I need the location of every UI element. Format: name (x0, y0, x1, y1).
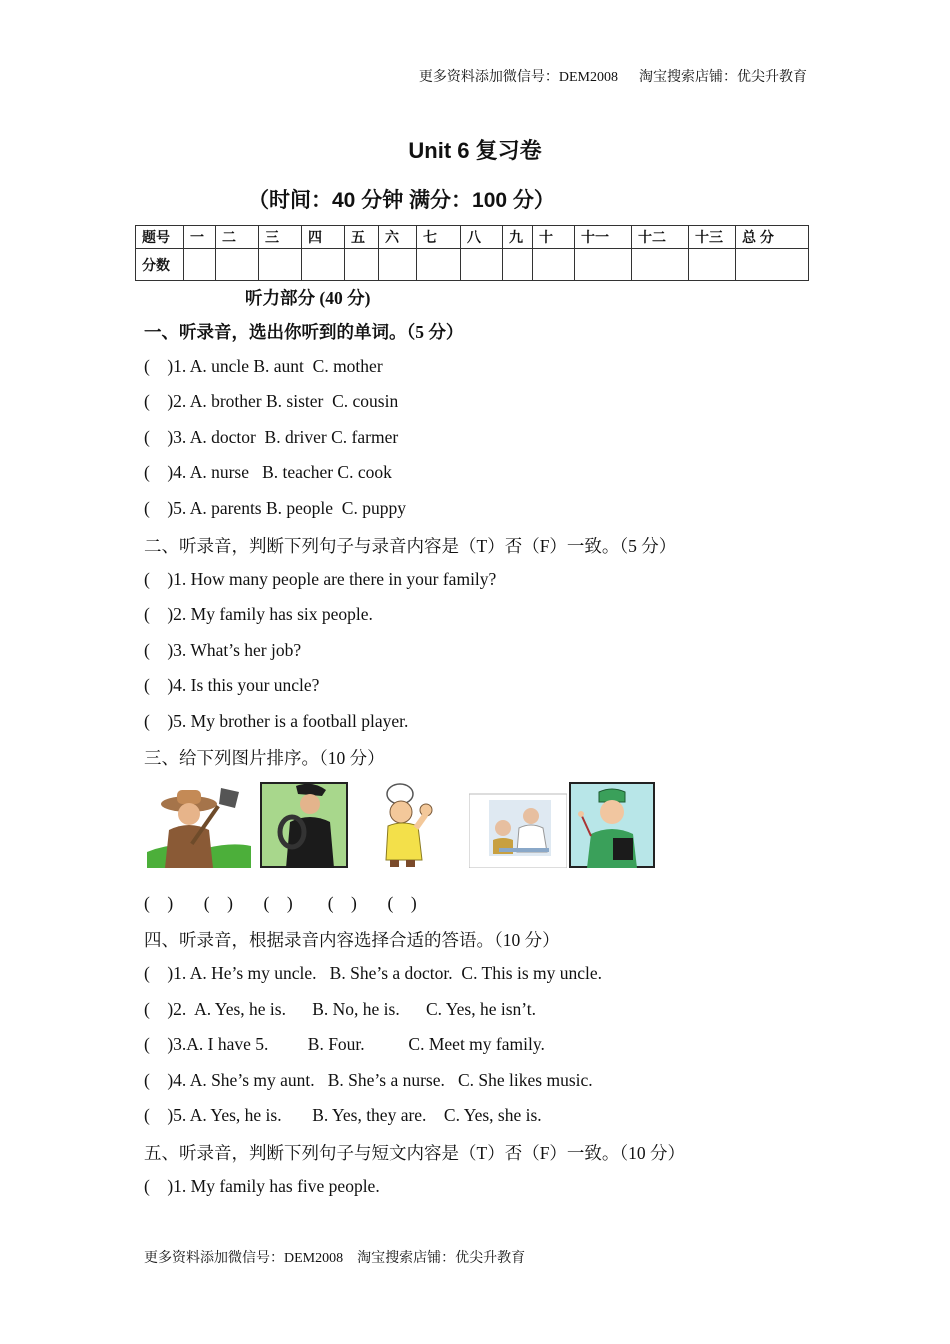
score-table-score-row (136, 249, 809, 281)
question-item[interactable]: ( )3. A. doctor B. driver C. farmer (144, 427, 399, 447)
score-input-cell[interactable] (689, 249, 736, 281)
driver-picture (260, 782, 348, 868)
question-item[interactable]: ( )2. My family has six people. (144, 604, 373, 624)
score-cell-total: 总 分 (736, 226, 809, 249)
cook-picture (382, 782, 438, 868)
farmer-picture (147, 782, 251, 868)
score-table (135, 225, 809, 281)
question-item[interactable]: ( )1. How many people are there in your family? (144, 569, 497, 589)
score-cell: 七 (417, 226, 461, 249)
footer-note: 更多资料添加微信号：DEM2008 淘宝搜索店铺：优尖升教育 (144, 1251, 526, 1266)
score-input-cell[interactable] (184, 249, 216, 281)
score-input-cell[interactable] (632, 249, 689, 281)
score-input-cell[interactable] (461, 249, 503, 281)
score-cell: 五 (345, 226, 379, 249)
score-cell: 一 (184, 226, 216, 249)
section3-heading: 三、给下列图片排序。（10 分） (144, 748, 385, 768)
question-item[interactable]: ( )5. My brother is a football player. (144, 711, 409, 731)
score-input-cell[interactable] (379, 249, 417, 281)
score-input-cell[interactable] (302, 249, 345, 281)
score-cell: 二 (216, 226, 259, 249)
score-table-header-row (136, 226, 809, 249)
score-cell: 六 (379, 226, 417, 249)
score-input-cell[interactable] (736, 249, 809, 281)
question-item[interactable]: ( )1. A. uncle B. aunt C. mother (144, 356, 383, 376)
question-item[interactable]: ( )1. My family has five people. (144, 1176, 380, 1196)
question-item[interactable]: ( )4. Is this your uncle? (144, 675, 320, 695)
score-row-label: 分数 (136, 249, 184, 281)
section4-heading: 四、听录音，根据录音内容选择合适的答语。（10 分） (144, 930, 560, 950)
score-cell: 十一 (575, 226, 632, 249)
score-cell: 十二 (632, 226, 689, 249)
page-title: Unit 6 复习卷 (408, 138, 542, 163)
score-cell: 十 (533, 226, 575, 249)
nurse-picture (569, 782, 655, 868)
picture-answer-row[interactable]: ( ) ( ) ( ) ( ) ( ) (144, 893, 417, 913)
section5-heading: 五、听录音，判断下列句子与短文内容是（T）否（F）一致。（10 分） (144, 1143, 686, 1163)
question-item[interactable]: ( )2. A. brother B. sister C. cousin (144, 391, 399, 411)
score-input-cell[interactable] (345, 249, 379, 281)
question-item[interactable]: ( )4. A. nurse B. teacher C. cook (144, 462, 392, 482)
question-item[interactable]: ( )5. A. Yes, he is. B. Yes, they are. C. Yes, she is. (144, 1105, 542, 1125)
score-cell: 十三 (689, 226, 736, 249)
question-item[interactable]: ( )3.A. I have 5. B. Four. C. Meet my family. (144, 1034, 545, 1054)
section1-heading: 一、听录音，选出你听到的单词。（5 分） (144, 322, 464, 342)
score-cell: 八 (461, 226, 503, 249)
score-input-cell[interactable] (216, 249, 259, 281)
score-cell: 三 (259, 226, 302, 249)
score-cell: 九 (503, 226, 533, 249)
score-input-cell[interactable] (503, 249, 533, 281)
doctor-picture (469, 782, 567, 868)
page-subtitle: （时间：40 分钟 满分：100 分） (248, 189, 555, 212)
score-cell-label: 题号 (136, 226, 184, 249)
listening-section-label: 听力部分 (40 分) (245, 288, 371, 308)
score-input-cell[interactable] (259, 249, 302, 281)
question-item[interactable]: ( )4. A. She’s my aunt. B. She’s a nurse. C. She likes music. (144, 1070, 593, 1090)
question-item[interactable]: ( )1. A. He’s my uncle. B. She’s a doctor. C. This is my uncle. (144, 963, 603, 983)
header-note: 更多资料添加微信号：DEM2008 淘宝搜索店铺：优尖升教育 (418, 70, 807, 85)
score-input-cell[interactable] (575, 249, 632, 281)
question-item[interactable]: ( )3. What’s her job? (144, 640, 302, 660)
section2-heading: 二、听录音，判断下列句子与录音内容是（T）否（F）一致。（5 分） (144, 536, 677, 556)
score-cell: 四 (302, 226, 345, 249)
score-input-cell[interactable] (417, 249, 461, 281)
question-item[interactable]: ( )2. A. Yes, he is. B. No, he is. C. Yes, he isn’t. (144, 999, 537, 1019)
score-input-cell[interactable] (533, 249, 575, 281)
question-item[interactable]: ( )5. A. parents B. people C. puppy (144, 498, 406, 518)
